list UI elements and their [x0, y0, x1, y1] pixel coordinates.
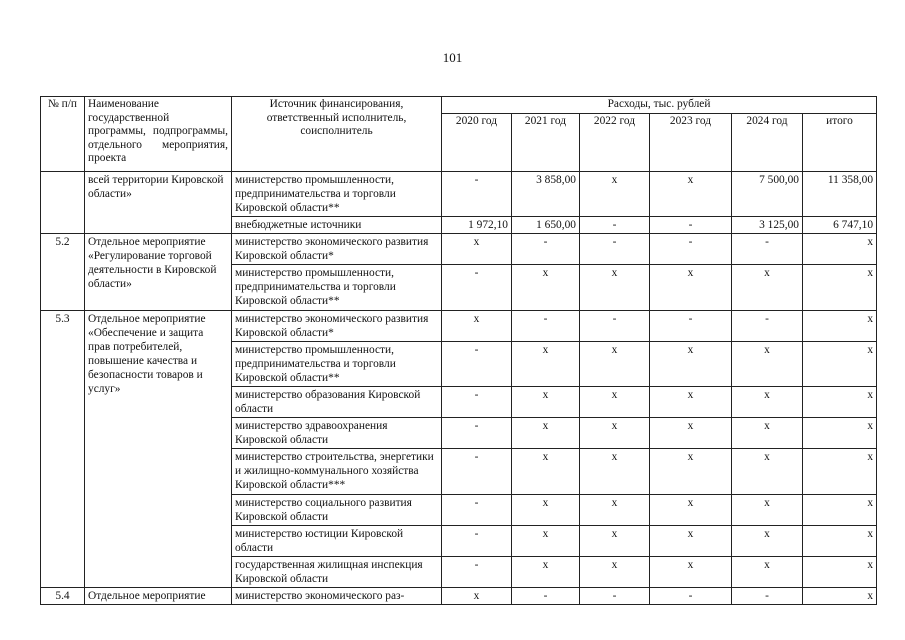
- year-value: х: [512, 386, 580, 417]
- header-row: [41, 97, 877, 114]
- year-value: -: [442, 386, 512, 417]
- funding-source: министерство социального развития Кировской области: [232, 494, 442, 525]
- total-value: х: [803, 341, 877, 386]
- year-value: 1 650,00: [512, 216, 580, 233]
- year-value: х: [650, 417, 732, 448]
- header-total: итого: [803, 113, 877, 171]
- year-value: х: [650, 264, 732, 310]
- total-value: х: [803, 587, 877, 604]
- year-value: х: [650, 556, 732, 587]
- total-value: х: [803, 494, 877, 525]
- table-row: [41, 233, 877, 264]
- year-value: -: [732, 587, 803, 604]
- total-value: х: [803, 264, 877, 310]
- page-number: 101: [442, 50, 463, 65]
- year-value: -: [732, 310, 803, 341]
- year-value: -: [512, 233, 580, 264]
- year-value: -: [442, 525, 512, 556]
- year-value: х: [580, 525, 650, 556]
- funding-source: министерство экономического развития Кировской области*: [232, 310, 442, 341]
- header-source: Источник финансирования, ответственный исполнитель, соисполнитель: [232, 97, 442, 172]
- row-number: 5.3: [41, 310, 85, 587]
- funding-source: министерство промышленности, предпринимательства и торговли Кировской области**: [232, 171, 442, 216]
- year-value: х: [580, 556, 650, 587]
- year-value: х: [650, 494, 732, 525]
- year-value: -: [650, 233, 732, 264]
- table-row: [41, 587, 877, 604]
- year-value: х: [580, 386, 650, 417]
- year-value: х: [512, 556, 580, 587]
- year-value: -: [580, 216, 650, 233]
- year-value: -: [442, 264, 512, 310]
- total-value: х: [803, 310, 877, 341]
- year-value: х: [512, 525, 580, 556]
- funding-source: министерство экономического развития Кировской области*: [232, 233, 442, 264]
- total-value: х: [803, 417, 877, 448]
- year-value: -: [580, 587, 650, 604]
- year-value: х: [580, 264, 650, 310]
- year-value: х: [512, 417, 580, 448]
- header-year: 2021 год: [512, 113, 580, 171]
- row-number: 5.2: [41, 233, 85, 310]
- year-value: х: [650, 171, 732, 216]
- funding-source: министерство промышленности, предпринимательства и торговли Кировской области**: [232, 264, 442, 310]
- row-number: 5.4: [41, 587, 85, 604]
- year-value: 7 500,00: [732, 171, 803, 216]
- year-value: -: [512, 587, 580, 604]
- year-value: х: [512, 494, 580, 525]
- funding-source: государственная жилищная инспекция Кировской области: [232, 556, 442, 587]
- year-value: х: [732, 448, 803, 494]
- total-value: х: [803, 386, 877, 417]
- year-value: х: [580, 417, 650, 448]
- year-value: х: [650, 341, 732, 386]
- year-value: -: [650, 310, 732, 341]
- year-value: х: [732, 494, 803, 525]
- expenses-table: [40, 96, 877, 605]
- funding-source: министерство экономического раз-: [232, 587, 442, 604]
- year-value: -: [442, 448, 512, 494]
- total-value: х: [803, 448, 877, 494]
- year-value: -: [732, 233, 803, 264]
- total-value: х: [803, 233, 877, 264]
- table-row: [41, 310, 877, 341]
- year-value: -: [650, 216, 732, 233]
- year-value: -: [442, 556, 512, 587]
- program-name: всей территории Кировской области»: [85, 171, 232, 233]
- year-value: х: [442, 233, 512, 264]
- total-value: х: [803, 525, 877, 556]
- row-number: [41, 171, 85, 233]
- year-value: х: [512, 341, 580, 386]
- year-value: х: [732, 386, 803, 417]
- year-value: х: [650, 525, 732, 556]
- header-num: № п/п: [41, 97, 85, 172]
- year-value: -: [442, 341, 512, 386]
- year-value: -: [650, 587, 732, 604]
- header-expenses: Расходы, тыс. рублей: [442, 97, 877, 114]
- year-value: -: [512, 310, 580, 341]
- program-name: Отдельное мероприятие «Регулирование торговой деятельности в Кировской области»: [85, 233, 232, 310]
- program-name: Отдельное мероприятие: [85, 587, 232, 604]
- header-year: 2022 год: [580, 113, 650, 171]
- total-value: х: [803, 556, 877, 587]
- year-value: х: [442, 587, 512, 604]
- year-value: х: [732, 525, 803, 556]
- funding-source: министерство юстиции Кировской области: [232, 525, 442, 556]
- total-value: 6 747,10: [803, 216, 877, 233]
- year-value: х: [580, 341, 650, 386]
- year-value: 3 125,00: [732, 216, 803, 233]
- year-value: х: [732, 264, 803, 310]
- year-value: х: [732, 417, 803, 448]
- year-value: х: [580, 494, 650, 525]
- year-value: х: [650, 386, 732, 417]
- year-value: х: [732, 341, 803, 386]
- year-value: -: [442, 171, 512, 216]
- table-row: [41, 171, 877, 216]
- year-value: х: [732, 556, 803, 587]
- year-value: х: [512, 448, 580, 494]
- funding-source: министерство строительства, энергетики и жилищно-коммунального хозяйства Кировской области***: [232, 448, 442, 494]
- funding-source: министерство здравоохранения Кировской области: [232, 417, 442, 448]
- year-value: х: [442, 310, 512, 341]
- header-name: Наименование государственной программы, подпрограммы, отдельного мероприятия, проекта: [85, 97, 232, 172]
- year-value: -: [442, 417, 512, 448]
- year-value: -: [442, 494, 512, 525]
- year-value: -: [580, 233, 650, 264]
- year-value: 3 858,00: [512, 171, 580, 216]
- funding-source: министерство промышленности, предпринимательства и торговли Кировской области**: [232, 341, 442, 386]
- year-value: х: [650, 448, 732, 494]
- year-value: х: [580, 448, 650, 494]
- header-year: 2024 год: [732, 113, 803, 171]
- program-name: Отдельное мероприятие «Обеспечение и защита прав потребителей, повышение качества и безопасности товаров и услуг»: [85, 310, 232, 587]
- year-value: х: [512, 264, 580, 310]
- year-value: -: [580, 310, 650, 341]
- header-year: 2020 год: [442, 113, 512, 171]
- header-year: 2023 год: [650, 113, 732, 171]
- total-value: 11 358,00: [803, 171, 877, 216]
- year-value: х: [580, 171, 650, 216]
- funding-source: министерство образования Кировской области: [232, 386, 442, 417]
- funding-source: внебюджетные источники: [232, 216, 442, 233]
- year-value: 1 972,10: [442, 216, 512, 233]
